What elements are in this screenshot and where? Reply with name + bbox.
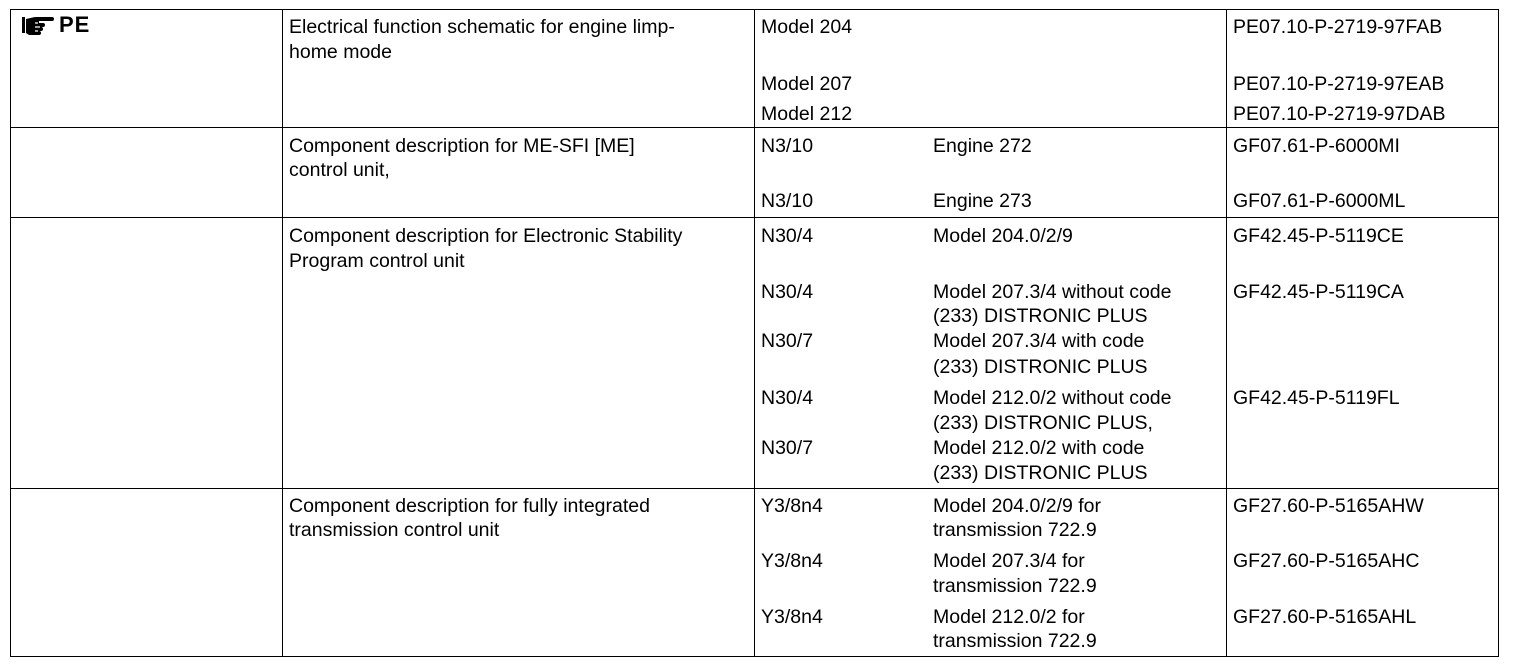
document-link[interactable]: GF07.61-P-6000ML bbox=[1233, 190, 1406, 212]
description-cell bbox=[283, 128, 755, 218]
applicability-line: (233) DISTRONIC PLUS bbox=[933, 305, 1148, 327]
description-line: transmission control unit bbox=[289, 519, 500, 541]
applicability-line: Model 212.0/2 with code bbox=[933, 437, 1145, 459]
applicability-cell bbox=[755, 489, 1227, 657]
table-row bbox=[11, 218, 1499, 489]
component-code: N30/4 bbox=[761, 225, 814, 247]
description-cell bbox=[283, 489, 755, 657]
applicability-line: transmission 722.9 bbox=[933, 519, 1097, 541]
description-line: Component description for fully integrated bbox=[289, 495, 650, 517]
applicability-line: Model 204.0/2/9 bbox=[933, 225, 1073, 247]
component-code: N30/4 bbox=[761, 281, 814, 303]
pointing-hand-icon bbox=[21, 14, 55, 36]
document-link[interactable]: GF27.60-P-5165AHW bbox=[1233, 495, 1424, 517]
applicability-line: Engine 273 bbox=[933, 190, 1032, 212]
component-code: N30/7 bbox=[761, 330, 814, 352]
applicability-line: Model 204 bbox=[761, 16, 853, 38]
applicability-line: transmission 722.9 bbox=[933, 630, 1097, 652]
description-line: Electrical function schematic for engine limp- bbox=[289, 16, 675, 38]
applicability-cell bbox=[755, 218, 1227, 489]
document-link[interactable]: PE07.10-P-2719-97EAB bbox=[1233, 73, 1445, 95]
applicability-line: Model 207.3/4 without code bbox=[933, 281, 1172, 303]
document-link[interactable]: GF07.61-P-6000MI bbox=[1233, 135, 1400, 157]
component-code: Y3/8n4 bbox=[761, 495, 823, 517]
component-code: N3/10 bbox=[761, 135, 814, 157]
document-link[interactable]: GF27.60-P-5165AHL bbox=[1233, 606, 1417, 628]
applicability-line: Model 207.3/4 for bbox=[933, 550, 1085, 572]
applicability-cell bbox=[755, 10, 1227, 128]
table-row bbox=[11, 10, 1499, 128]
table-row bbox=[11, 128, 1499, 218]
document-link[interactable]: PE07.10-P-2719-97DAB bbox=[1233, 103, 1446, 125]
applicability-line: transmission 722.9 bbox=[933, 575, 1097, 597]
marker-cell bbox=[11, 128, 283, 218]
description-line: home mode bbox=[289, 41, 392, 63]
applicability-line: Model 212.0/2 for bbox=[933, 606, 1085, 628]
component-code: N30/7 bbox=[761, 437, 814, 459]
description-line: Component description for Electronic Stability bbox=[289, 225, 683, 247]
description-cell bbox=[283, 218, 755, 489]
applicability-line: Model 207.3/4 with code bbox=[933, 330, 1145, 352]
applicability-line: Model 212 bbox=[761, 103, 853, 125]
document-cell bbox=[1227, 489, 1499, 657]
document-cell bbox=[1227, 218, 1499, 489]
pe-marker bbox=[21, 13, 90, 37]
component-code: Y3/8n4 bbox=[761, 606, 823, 628]
applicability-cell bbox=[755, 128, 1227, 218]
applicability-line: Model 204.0/2/9 for bbox=[933, 495, 1102, 517]
marker-cell bbox=[11, 489, 283, 657]
applicability-line: Model 212.0/2 without code bbox=[933, 387, 1172, 409]
marker-cell bbox=[11, 218, 283, 489]
document-link[interactable]: GF42.45-P-5119CA bbox=[1233, 281, 1404, 303]
document-link[interactable]: GF42.45-P-5119CE bbox=[1233, 225, 1404, 247]
document-link[interactable]: GF42.45-P-5119FL bbox=[1233, 387, 1400, 409]
marker-cell bbox=[11, 10, 283, 128]
pe-label: PE bbox=[59, 12, 91, 37]
reference-table bbox=[10, 9, 1499, 657]
document-link[interactable]: GF27.60-P-5165AHC bbox=[1233, 550, 1420, 572]
description-line: Component description for ME-SFI [ME] bbox=[289, 135, 635, 157]
applicability-line: (233) DISTRONIC PLUS, bbox=[933, 412, 1153, 434]
document-cell bbox=[1227, 128, 1499, 218]
description-cell bbox=[283, 10, 755, 128]
description-line: control unit, bbox=[289, 159, 390, 181]
description-line: Program control unit bbox=[289, 250, 465, 272]
component-code: N3/10 bbox=[761, 190, 814, 212]
applicability-line: (233) DISTRONIC PLUS bbox=[933, 462, 1148, 484]
applicability-line: Model 207 bbox=[761, 73, 853, 95]
applicability-line: (233) DISTRONIC PLUS bbox=[933, 356, 1148, 378]
applicability-line: Engine 272 bbox=[933, 135, 1032, 157]
component-code: N30/4 bbox=[761, 387, 814, 409]
component-code: Y3/8n4 bbox=[761, 550, 823, 572]
table-row bbox=[11, 489, 1499, 657]
document-cell bbox=[1227, 10, 1499, 128]
document-link[interactable]: PE07.10-P-2719-97FAB bbox=[1233, 16, 1443, 38]
